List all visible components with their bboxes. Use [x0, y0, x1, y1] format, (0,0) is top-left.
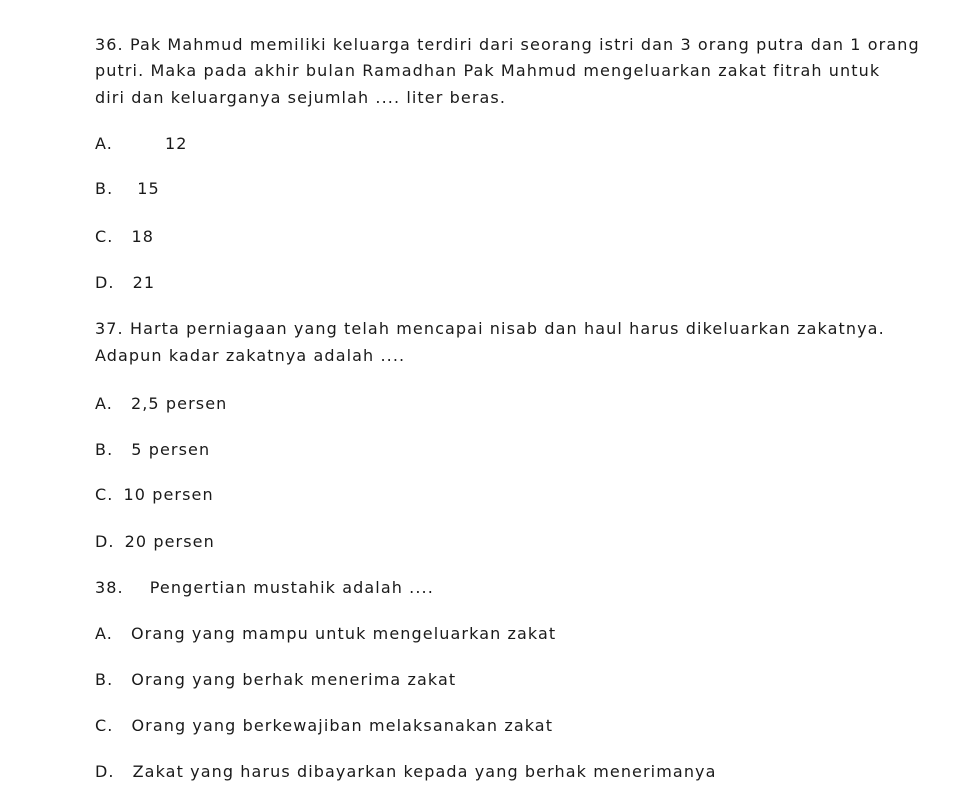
question-38-line-1	[95, 578, 434, 598]
question-36-option-c	[95, 227, 154, 247]
option-letter: C.	[95, 716, 114, 735]
question-37-option-a	[95, 394, 227, 414]
question-37-line-1	[95, 319, 885, 339]
question-37-number: 37.	[95, 319, 124, 338]
question-36-line-2: putri. Maka pada akhir bulan Ramadhan Pak Mahmud mengeluarkan zakat fitrah untuk	[95, 61, 881, 80]
question-36-line-3: diri dan keluarganya sejumlah .... liter beras.	[95, 88, 507, 107]
question-36-number: 36.	[95, 35, 124, 54]
option-letter: C.	[95, 227, 114, 246]
question-36-line-1	[95, 35, 920, 55]
option-text: Orang yang mampu untuk mengeluarkan zakat	[130, 624, 557, 643]
option-text: 12	[164, 134, 188, 153]
question-38-text-line-1: Pengertian mustahik adalah ....	[149, 578, 434, 597]
option-text: 18	[131, 227, 155, 246]
option-text: 5 persen	[131, 440, 211, 459]
option-letter: A.	[95, 624, 113, 643]
option-letter: D.	[95, 273, 115, 292]
question-37-line-2: Adapun kadar zakatnya adalah ....	[95, 346, 406, 365]
question-38-option-c	[95, 716, 553, 736]
option-text: 2,5 persen	[130, 394, 228, 413]
question-38-option-b	[95, 670, 456, 690]
option-text: 20 persen	[124, 532, 215, 551]
option-text: Orang yang berkewajiban melaksanakan zakat	[131, 716, 554, 735]
question-37-text-line-1: Harta perniagaan yang telah mencapai nisab dan haul harus dikeluarkan zakatnya.	[129, 319, 885, 338]
option-text: 15	[137, 179, 160, 198]
option-letter: B.	[95, 670, 114, 689]
option-text: 21	[132, 273, 156, 292]
question-36-text-line-1: Pak Mahmud memiliki keluarga terdiri dari seorang istri dan 3 orang putra dan 1 orang	[129, 35, 920, 54]
option-letter: B.	[95, 179, 114, 198]
question-38-option-a	[95, 624, 556, 644]
option-letter: D.	[95, 532, 115, 551]
option-letter: A.	[95, 394, 113, 413]
question-38-option-d	[95, 762, 717, 782]
question-36-option-d	[95, 273, 155, 293]
question-38-number: 38.	[95, 578, 124, 597]
option-text: Zakat yang harus dibayarkan kepada yang berhak menerimanya	[132, 762, 717, 781]
question-37-option-c	[95, 485, 214, 505]
option-text: 10 persen	[123, 485, 214, 504]
question-36-option-a	[95, 134, 188, 154]
question-37-option-b	[95, 440, 210, 460]
option-letter: B.	[95, 440, 114, 459]
question-37-option-d	[95, 532, 215, 552]
option-letter: D.	[95, 762, 115, 781]
option-text: Orang yang berhak menerima zakat	[131, 670, 457, 689]
question-36-option-b	[95, 179, 160, 199]
option-letter: A.	[95, 134, 113, 153]
option-letter: C.	[95, 485, 114, 504]
